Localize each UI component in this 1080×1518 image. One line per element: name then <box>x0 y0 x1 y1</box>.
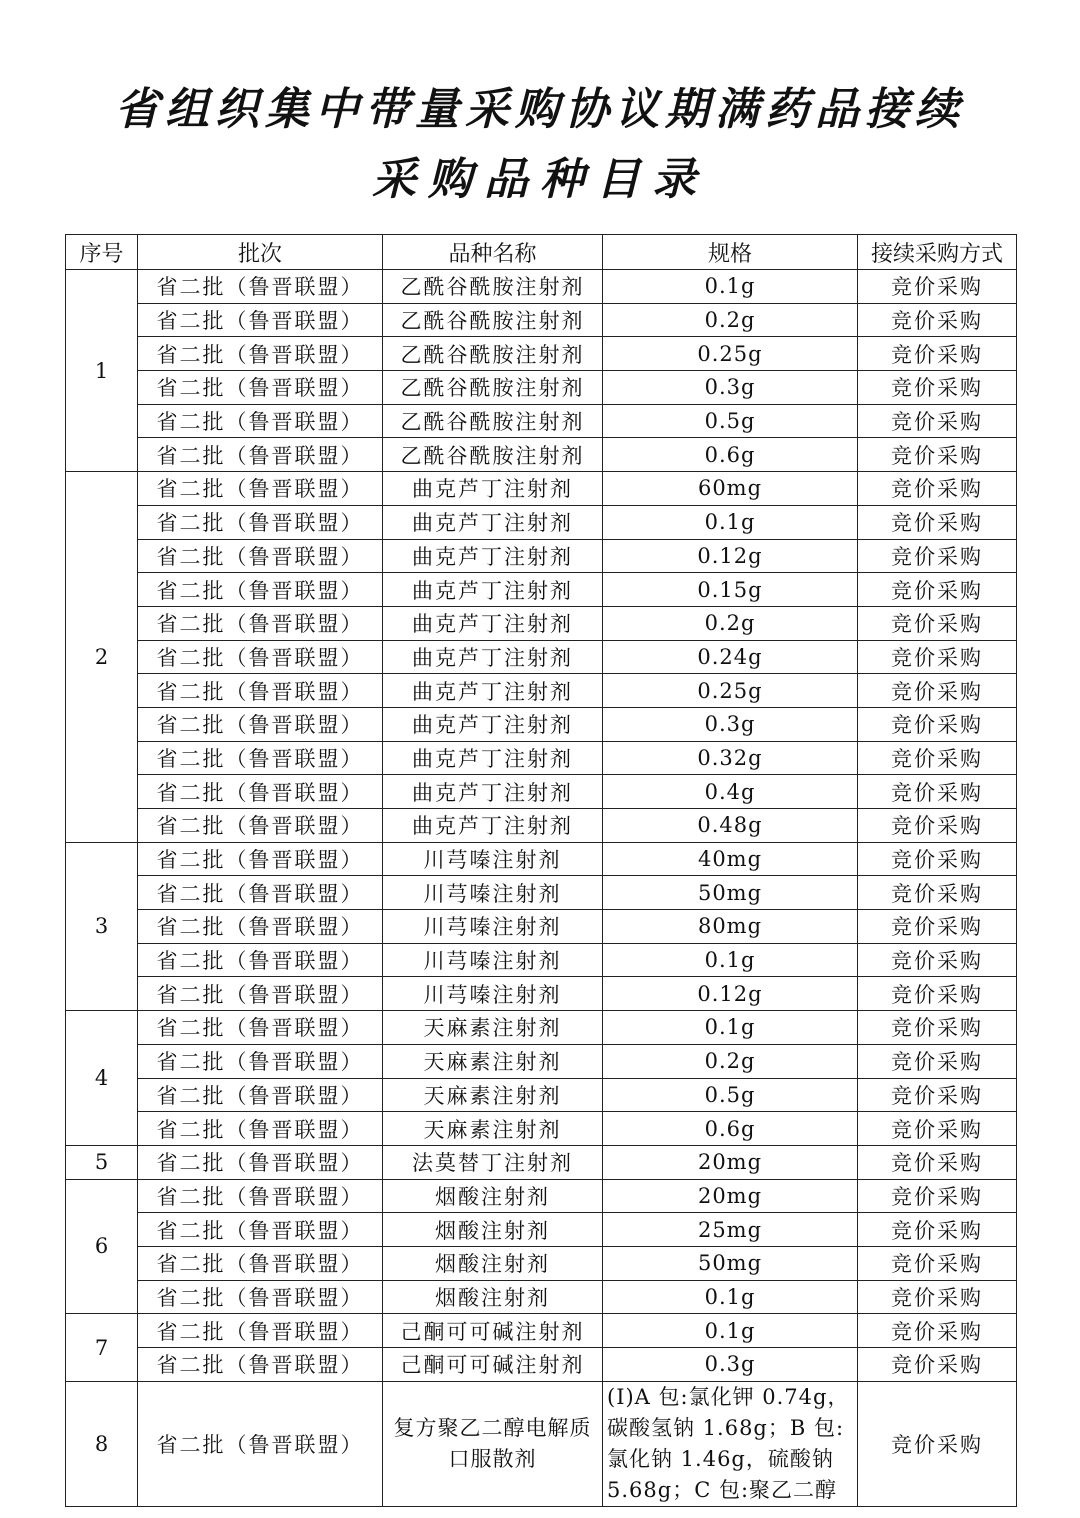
cell-spec: 0.15g <box>603 573 858 607</box>
table-row <box>66 1314 1017 1348</box>
table-row <box>66 1348 1017 1382</box>
cell-name: 天麻素注射剂 <box>383 1078 603 1112</box>
cell-batch: 省二批（鲁晋联盟） <box>138 606 383 640</box>
cell-method: 竞价采购 <box>858 539 1017 573</box>
table-row <box>66 674 1017 708</box>
cell-seq: 3 <box>66 842 138 1010</box>
cell-method: 竞价采购 <box>858 910 1017 944</box>
cell-seq: 4 <box>66 1011 138 1146</box>
cell-batch: 省二批（鲁晋联盟） <box>138 1280 383 1314</box>
cell-method: 竞价采购 <box>858 371 1017 405</box>
cell-method: 竞价采购 <box>858 809 1017 843</box>
cell-spec: 0.1g <box>603 1314 858 1348</box>
cell-spec: 40mg <box>603 842 858 876</box>
cell-batch: 省二批（鲁晋联盟） <box>138 1246 383 1280</box>
table-row <box>66 270 1017 304</box>
cell-method: 竞价采购 <box>858 404 1017 438</box>
table-row <box>66 505 1017 539</box>
cell-spec: 0.5g <box>603 404 858 438</box>
cell-method: 竞价采购 <box>858 606 1017 640</box>
cell-spec: 20mg <box>603 1145 858 1179</box>
cell-method: 竞价采购 <box>858 573 1017 607</box>
cell-spec: 0.3g <box>603 707 858 741</box>
table-row <box>66 1011 1017 1045</box>
cell-method: 竞价采购 <box>858 303 1017 337</box>
cell-spec: 50mg <box>603 1246 858 1280</box>
cell-batch: 省二批（鲁晋联盟） <box>138 404 383 438</box>
cell-spec: 0.2g <box>603 303 858 337</box>
cell-spec: 0.4g <box>603 775 858 809</box>
cell-spec: 0.12g <box>603 539 858 573</box>
header-spec: 规格 <box>603 235 858 270</box>
cell-method: 竞价采购 <box>858 1112 1017 1146</box>
cell-method: 竞价采购 <box>858 1348 1017 1382</box>
cell-name: 己酮可可碱注射剂 <box>383 1314 603 1348</box>
cell-method: 竞价采购 <box>858 1078 1017 1112</box>
cell-spec: 0.1g <box>603 1011 858 1045</box>
cell-method: 竞价采购 <box>858 472 1017 506</box>
cell-method: 竞价采购 <box>858 505 1017 539</box>
cell-seq: 1 <box>66 270 138 472</box>
cell-batch: 省二批（鲁晋联盟） <box>138 505 383 539</box>
cell-name: 川芎嗪注射剂 <box>383 977 603 1011</box>
table-row <box>66 371 1017 405</box>
cell-batch: 省二批（鲁晋联盟） <box>138 1179 383 1213</box>
table-row <box>66 775 1017 809</box>
header-seq: 序号 <box>66 235 138 270</box>
cell-name: 川芎嗪注射剂 <box>383 943 603 977</box>
cell-method: 竞价采购 <box>858 1381 1017 1506</box>
cell-batch: 省二批（鲁晋联盟） <box>138 1314 383 1348</box>
cell-method: 竞价采购 <box>858 438 1017 472</box>
cell-batch: 省二批（鲁晋联盟） <box>138 270 383 304</box>
cell-seq: 8 <box>66 1381 138 1506</box>
cell-batch: 省二批（鲁晋联盟） <box>138 876 383 910</box>
cell-seq: 5 <box>66 1145 138 1179</box>
cell-spec: 0.1g <box>603 505 858 539</box>
cell-batch: 省二批（鲁晋联盟） <box>138 707 383 741</box>
table-row <box>66 809 1017 843</box>
table-row <box>66 741 1017 775</box>
table-row <box>66 1112 1017 1146</box>
cell-method: 竞价采购 <box>858 876 1017 910</box>
cell-name: 天麻素注射剂 <box>383 1044 603 1078</box>
table-row <box>66 539 1017 573</box>
cell-method: 竞价采购 <box>858 1179 1017 1213</box>
cell-batch: 省二批（鲁晋联盟） <box>138 1348 383 1382</box>
cell-name: 乙酰谷酰胺注射剂 <box>383 337 603 371</box>
cell-name: 复方聚乙二醇电解质口服散剂 <box>383 1381 603 1506</box>
cell-spec: 50mg <box>603 876 858 910</box>
cell-batch: 省二批（鲁晋联盟） <box>138 371 383 405</box>
cell-spec: 0.2g <box>603 606 858 640</box>
table-row <box>66 977 1017 1011</box>
table-row <box>66 337 1017 371</box>
cell-name: 乙酰谷酰胺注射剂 <box>383 270 603 304</box>
cell-spec: 0.5g <box>603 1078 858 1112</box>
cell-name: 川芎嗪注射剂 <box>383 910 603 944</box>
cell-name: 曲克芦丁注射剂 <box>383 472 603 506</box>
cell-batch: 省二批（鲁晋联盟） <box>138 943 383 977</box>
cell-name: 曲克芦丁注射剂 <box>383 505 603 539</box>
cell-method: 竞价采购 <box>858 1011 1017 1045</box>
cell-method: 竞价采购 <box>858 337 1017 371</box>
cell-name: 曲克芦丁注射剂 <box>383 640 603 674</box>
cell-method: 竞价采购 <box>858 775 1017 809</box>
cell-spec: 0.32g <box>603 741 858 775</box>
cell-name: 己酮可可碱注射剂 <box>383 1348 603 1382</box>
cell-batch: 省二批（鲁晋联盟） <box>138 910 383 944</box>
cell-batch: 省二批（鲁晋联盟） <box>138 809 383 843</box>
cell-method: 竞价采购 <box>858 741 1017 775</box>
cell-spec: 0.24g <box>603 640 858 674</box>
cell-batch: 省二批（鲁晋联盟） <box>138 1011 383 1045</box>
cell-batch: 省二批（鲁晋联盟） <box>138 1112 383 1146</box>
cell-batch: 省二批（鲁晋联盟） <box>138 1044 383 1078</box>
cell-batch: 省二批（鲁晋联盟） <box>138 977 383 1011</box>
table-row <box>66 1246 1017 1280</box>
cell-seq: 2 <box>66 472 138 843</box>
cell-spec: 0.25g <box>603 674 858 708</box>
cell-name: 曲克芦丁注射剂 <box>383 573 603 607</box>
cell-seq: 6 <box>66 1179 138 1314</box>
cell-name: 天麻素注射剂 <box>383 1112 603 1146</box>
cell-name: 乙酰谷酰胺注射剂 <box>383 404 603 438</box>
cell-name: 曲克芦丁注射剂 <box>383 539 603 573</box>
cell-batch: 省二批（鲁晋联盟） <box>138 573 383 607</box>
cell-method: 竞价采购 <box>858 1314 1017 1348</box>
cell-spec: 0.25g <box>603 337 858 371</box>
table-row <box>66 910 1017 944</box>
cell-name: 烟酸注射剂 <box>383 1280 603 1314</box>
cell-spec: 0.6g <box>603 438 858 472</box>
cell-name: 烟酸注射剂 <box>383 1179 603 1213</box>
cell-method: 竞价采购 <box>858 1246 1017 1280</box>
cell-spec: 0.2g <box>603 1044 858 1078</box>
cell-batch: 省二批（鲁晋联盟） <box>138 741 383 775</box>
cell-method: 竞价采购 <box>858 1213 1017 1247</box>
cell-name: 乙酰谷酰胺注射剂 <box>383 303 603 337</box>
table-row <box>66 943 1017 977</box>
table-row <box>66 606 1017 640</box>
cell-method: 竞价采购 <box>858 1280 1017 1314</box>
cell-batch: 省二批（鲁晋联盟） <box>138 1078 383 1112</box>
cell-method: 竞价采购 <box>858 1044 1017 1078</box>
cell-batch: 省二批（鲁晋联盟） <box>138 303 383 337</box>
cell-batch: 省二批（鲁晋联盟） <box>138 674 383 708</box>
table-row <box>66 876 1017 910</box>
cell-spec: 20mg <box>603 1179 858 1213</box>
cell-method: 竞价采购 <box>858 707 1017 741</box>
table-row <box>66 707 1017 741</box>
cell-method: 竞价采购 <box>858 674 1017 708</box>
document-title-line1: 省组织集中带量采购协议期满药品接续 <box>115 84 965 135</box>
cell-method: 竞价采购 <box>858 842 1017 876</box>
cell-spec: 80mg <box>603 910 858 944</box>
table-row <box>66 1280 1017 1314</box>
cell-spec: 0.1g <box>603 270 858 304</box>
cell-name: 曲克芦丁注射剂 <box>383 775 603 809</box>
cell-method: 竞价采购 <box>858 640 1017 674</box>
cell-batch: 省二批（鲁晋联盟） <box>138 472 383 506</box>
table-row <box>66 1078 1017 1112</box>
cell-spec: 0.1g <box>603 943 858 977</box>
cell-name: 烟酸注射剂 <box>383 1246 603 1280</box>
table-row <box>66 1213 1017 1247</box>
cell-batch: 省二批（鲁晋联盟） <box>138 775 383 809</box>
cell-spec: 0.6g <box>603 1112 858 1146</box>
document-title-line2: 采购品种目录 <box>372 154 708 205</box>
cell-batch: 省二批（鲁晋联盟） <box>138 842 383 876</box>
cell-name: 天麻素注射剂 <box>383 1011 603 1045</box>
table-row <box>66 404 1017 438</box>
cell-name: 曲克芦丁注射剂 <box>383 674 603 708</box>
cell-spec: 0.12g <box>603 977 858 1011</box>
cell-name: 曲克芦丁注射剂 <box>383 606 603 640</box>
table-row <box>66 438 1017 472</box>
table-header-row <box>66 235 1017 270</box>
cell-name: 乙酰谷酰胺注射剂 <box>383 371 603 405</box>
cell-name: 曲克芦丁注射剂 <box>383 707 603 741</box>
cell-batch: 省二批（鲁晋联盟） <box>138 1213 383 1247</box>
cell-spec: 0.3g <box>603 1348 858 1382</box>
cell-name: 法莫替丁注射剂 <box>383 1145 603 1179</box>
cell-name: 曲克芦丁注射剂 <box>383 809 603 843</box>
cell-seq: 7 <box>66 1314 138 1381</box>
table-row <box>66 842 1017 876</box>
cell-spec: 60mg <box>603 472 858 506</box>
cell-name: 烟酸注射剂 <box>383 1213 603 1247</box>
cell-spec: 25mg <box>603 1213 858 1247</box>
cell-batch: 省二批（鲁晋联盟） <box>138 438 383 472</box>
cell-method: 竞价采购 <box>858 1145 1017 1179</box>
cell-batch: 省二批（鲁晋联盟） <box>138 1381 383 1506</box>
table-row <box>66 640 1017 674</box>
cell-spec: 0.1g <box>603 1280 858 1314</box>
table-row <box>66 1179 1017 1213</box>
cell-method: 竞价采购 <box>858 943 1017 977</box>
cell-method: 竞价采购 <box>858 977 1017 1011</box>
table-row <box>66 1381 1017 1506</box>
header-batch: 批次 <box>138 235 383 270</box>
cell-batch: 省二批（鲁晋联盟） <box>138 640 383 674</box>
table-row <box>66 573 1017 607</box>
table-row <box>66 472 1017 506</box>
header-method: 接续采购方式 <box>858 235 1017 270</box>
cell-spec: (I)A 包:氯化钾 0.74g，碳酸氢钠 1.68g；B 包:氯化钠 1.46g，硫酸钠 5.68g；C 包:聚乙二醇 <box>603 1381 858 1506</box>
table-row <box>66 1145 1017 1179</box>
cell-batch: 省二批（鲁晋联盟） <box>138 337 383 371</box>
cell-spec: 0.48g <box>603 809 858 843</box>
cell-name: 曲克芦丁注射剂 <box>383 741 603 775</box>
header-name: 品种名称 <box>383 235 603 270</box>
cell-batch: 省二批（鲁晋联盟） <box>138 539 383 573</box>
catalog-table <box>65 234 1017 1507</box>
cell-spec: 0.3g <box>603 371 858 405</box>
cell-name: 川芎嗪注射剂 <box>383 842 603 876</box>
table-row <box>66 303 1017 337</box>
table-row <box>66 1044 1017 1078</box>
cell-method: 竞价采购 <box>858 270 1017 304</box>
cell-name: 乙酰谷酰胺注射剂 <box>383 438 603 472</box>
table-body <box>66 270 1017 1507</box>
cell-batch: 省二批（鲁晋联盟） <box>138 1145 383 1179</box>
cell-name: 川芎嗪注射剂 <box>383 876 603 910</box>
